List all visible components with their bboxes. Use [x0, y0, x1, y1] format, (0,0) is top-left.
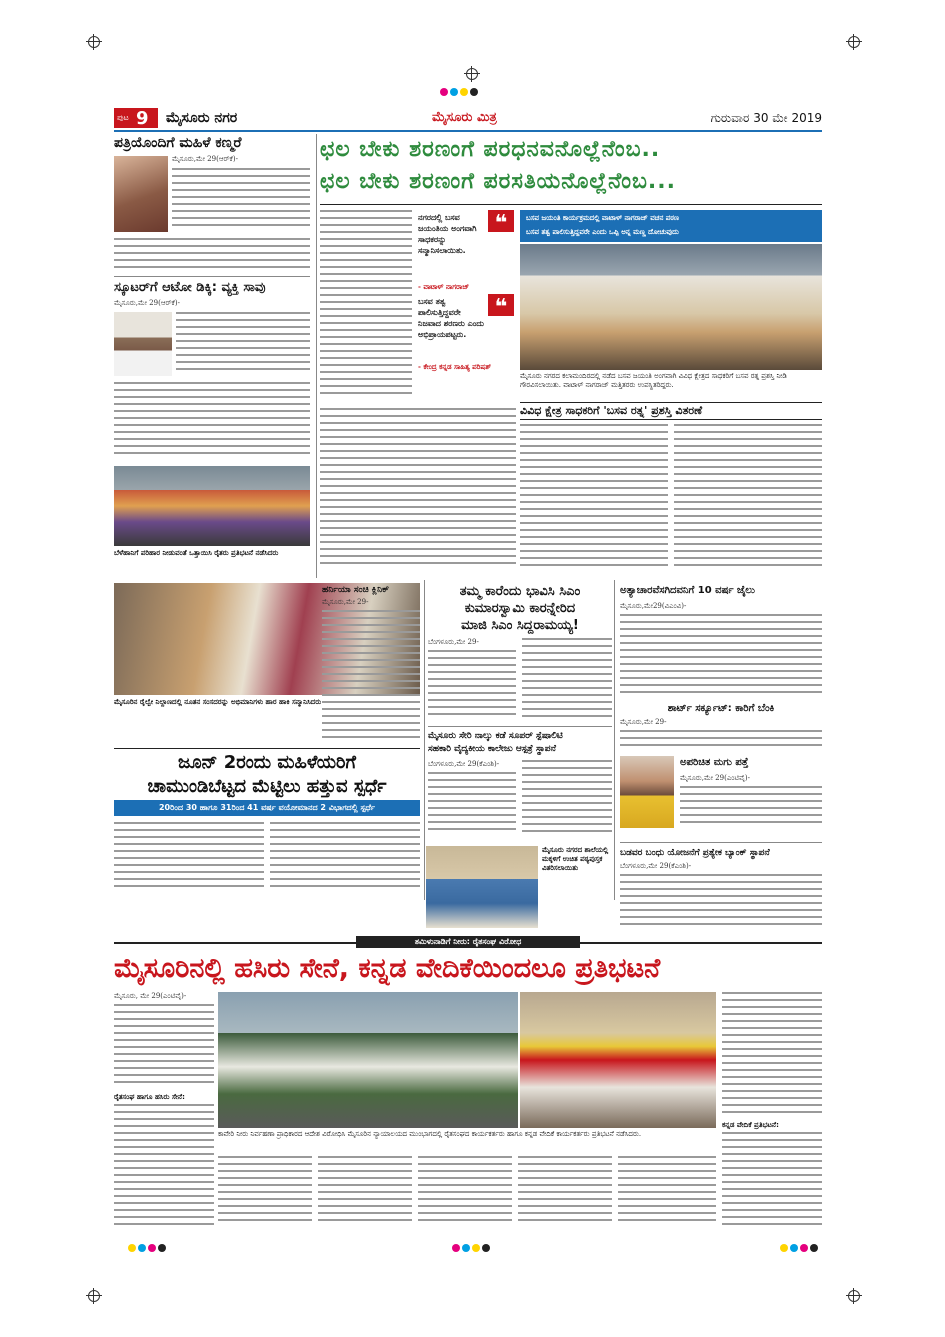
issue-date: ಗುರುವಾರ 30 ಮೇ 2019 — [710, 111, 822, 125]
story-dateline: ಮೈಸೂರು,ಮೇ29(ವಿಎಂವಿ)- — [620, 602, 687, 610]
story-headline: ಕುಮಾರಸ್ವಾಮಿ ಕಾರನ್ನೇರಿದ — [464, 601, 576, 616]
story-body — [218, 1156, 312, 1228]
students-photo — [426, 846, 538, 928]
story-body — [418, 1156, 512, 1228]
story-headline: ಮೈಸೂರಿನಲ್ಲಿ ಹಸಿರು ಸೇನೆ, ಕನ್ನಡ ವೇದಿಕೆಯಿಂದಲೂ ಪ್ರತಿಭಟನೆ — [114, 953, 661, 984]
story-body — [114, 822, 264, 894]
story-body — [428, 772, 516, 838]
story-body — [722, 992, 822, 1116]
story-body — [114, 1004, 214, 1088]
quote-author: - ಕೇಂದ್ರ ಕನ್ನಡ ಸಾಹಿತ್ಯ ಪರಿಷತ್ — [418, 363, 492, 371]
registration-mark — [88, 1290, 100, 1302]
story-body — [270, 822, 420, 894]
story-headline: ತಮ್ಮ ಕಾರೆಂದು ಭಾವಿಸಿ ಸಿಎಂ — [459, 584, 581, 599]
story-body — [620, 730, 822, 752]
story-headline: ಬಡವರ ಬಂಧು ಯೋಜನೆಗೆ ಪ್ರತ್ಯೇಕ ಬ್ಯಾಂಕ್ ಸ್ಥಾಪನೆ — [620, 848, 770, 858]
quote-author: - ವಾಟಾಳ್ ನಾಗರಾಜ್ — [418, 283, 470, 291]
story-headline: ಹರ್ನಿಯಾ ಸಂಚಿ ಕ್ಲಿನಿಕ್ — [322, 585, 390, 595]
page-number: 9 — [136, 108, 149, 129]
section-title: ಮೈಸೂರು ನಗರ — [166, 110, 238, 126]
story-body — [428, 650, 516, 722]
story-body — [114, 238, 310, 274]
pull-quote: ನಗರದಲ್ಲಿ ಬಸವ ಜಯಂತಿಯ ಅಂಗವಾಗಿ ಸಾಧಕರನ್ನು ಸನ್ಮಾನಿಸಲಾಯಿತು. — [418, 213, 477, 255]
quote-mark-icon: ❝ — [488, 210, 514, 232]
story-body — [522, 760, 612, 838]
story-headline: ಸಹಕಾರಿ ವೈದ್ಯಕೀಯ ಕಾಲೇಜು ಆಸ್ಪತ್ರೆ ಸ್ಥಾಪನೆ — [428, 744, 556, 754]
story-body — [320, 210, 412, 400]
registration-mark — [88, 36, 100, 48]
banner-line-1: ಛಲ ಬೇಕು ಶರಣಂಗೆ ಪರಧನವನೊಲ್ಲೆನೆಂಬ.. — [320, 137, 661, 162]
masthead — [114, 108, 822, 132]
story-headline: ಮೈಸೂರು ಸೇರಿ ನಾಲ್ಕು ಕಡೆ ಸೂಪರ್ ಸ್ಪೆಷಾಲಿಟಿ — [428, 731, 563, 741]
story-body — [520, 424, 668, 574]
story-body — [680, 786, 822, 828]
story-body — [518, 1156, 612, 1228]
story-dateline: ಮೈಸೂರು,ಮೇ 29- — [322, 598, 369, 606]
bullet-box — [520, 210, 822, 242]
story-headline: ಅತ್ಯಾಚಾರವೆಸಗಿದವನಿಗೆ 10 ವರ್ಷ ಜೈಲು — [620, 585, 755, 596]
story-kicker: ತಮಿಳುನಾಡಿಗೆ ನೀರು: ರೈತಸಂಘ ವಿರೋಧ — [356, 936, 580, 948]
story-strap: 20ರಿಂದ 30 ಹಾಗೂ 31ರಿಂದ 41 ವರ್ಷ ವಯೋಮಾನದ 2 ವಿಭಾಗದಲ್ಲಿ ಸ್ಪರ್ಧೆ — [114, 800, 420, 816]
registration-mark — [848, 36, 860, 48]
story-body — [322, 610, 420, 744]
story-body — [722, 1132, 822, 1228]
child-photo — [620, 756, 674, 828]
story-dateline: ಮೈಸೂರು,ಮೇ 29(ಆರ್‌ಕೆ)- — [114, 299, 180, 307]
story-headline: ಮಾಜಿ ಸಿಎಂ ಸಿದ್ದರಾಮಯ್ಯ! — [461, 618, 579, 633]
story-headline: ವಿವಿಧ ಕ್ಷೇತ್ರ ಸಾಧಕರಿಗೆ 'ಬಸವ ರತ್ನ' ಪ್ರಶಸ್ತಿ ವಿತರಣೆ — [520, 402, 822, 420]
protest-photo — [114, 466, 310, 546]
story-body — [172, 168, 310, 232]
water-protest-photo-1 — [218, 992, 518, 1128]
story-headline: ಚಾಮುಂಡಿಬೆಟ್ಟದ ಮೆಟ್ಟಿಲು ಹತ್ತುವ ಸ್ಪರ್ಧೆ — [147, 776, 387, 797]
story-body — [320, 408, 516, 574]
story-body — [620, 874, 822, 934]
story-dateline: ಬೆಂಗಳೂರು,ಮೇ 29(ಕೆಎಂಶಿ)- — [620, 862, 692, 870]
story-headline: ಶಾರ್ಟ್ ಸರ್ಕ್ಯೂಟ್: ಕಾರಿಗೆ ಬೆಂಕಿ — [667, 703, 775, 714]
page-number-badge — [114, 108, 158, 128]
kicker-bar — [114, 936, 822, 948]
photo-caption: ಬೆಳೆಹಾನಿಗೆ ಪರಿಹಾರ ನೀಡುವಂತೆ ಒತ್ತಾಯಿಸಿ ರೈತರು ಪ್ರತಿಭಟನೆ ನಡೆಸಿದರು — [114, 549, 279, 557]
story-headline: ಸ್ಕೂಟರ್‌ಗೆ ಆಟೋ ಡಿಕ್ಕಿ: ವ್ಯಕ್ತಿ ಸಾವು — [114, 280, 266, 295]
pull-quote: ಬಸವ ತತ್ವ ಪಾಲಿಸುತ್ತಿದ್ದವರೇ ನಿಜವಾದ ಶರಣರು ಎಂದು ಅಭಿಪ್ರಾಯಪಟ್ಟರು. — [418, 297, 484, 339]
paper-name: ಮೈಸೂರು ಮಿತ್ರ — [432, 110, 497, 125]
story-body — [618, 1156, 716, 1228]
story-dateline: ಬೆಂಗಳೂರು,ಮೇ 29- — [428, 638, 479, 646]
quote-mark-icon: ❝ — [488, 294, 514, 316]
story-headline: ಜೂನ್ 2ರಂದು ಮಹಿಳೆಯರಿಗೆ — [178, 752, 356, 773]
photo-caption: ಮೈಸೂರು ನಗರದ ಶಾಲೆಯಲ್ಲಿ ಮಕ್ಕಳಿಗೆ ಉಚಿತ ಪಠ್ಯಪುಸ್ತಕ ವಿತರಿಸಲಾಯಿತು — [542, 846, 609, 872]
missing-woman-photo — [114, 156, 168, 232]
bullet-item: ಬಸವ ಜಯಂತಿ ಕಾರ್ಯಕ್ರಮದಲ್ಲಿ ವಾಟಾಳ್ ನಾಗರಾಜ್ ವಚನ ಪಠಣ — [526, 214, 679, 222]
sub-headline: ರೈತಸಂಘ ಹಾಗೂ ಹಸಿರು ಸೇನೆ: — [114, 1093, 185, 1101]
page-label: ಪುಟ — [117, 113, 129, 122]
photo-caption: ಕಾವೇರಿ ನೀರು ನಿರ್ವಹಣಾ ಪ್ರಾಧಿಕಾರದ ಆದೇಶ ವಿರೋಧಿಸಿ ಮೈಸೂರಿನ ನ್ಯಾಯಾಲಯದ ಮುಂಭಾಗದಲ್ಲಿ ರೈತಸಂಘದ ಕಾರ್ಯಕರ್ತರು ಹಾಗೂ ಕನ್ನಡ ವೇದಿಕೆ ಕಾರ್ಯಕರ್ತರು ಪ್ರತಿಭಟನೆ ನಡೆಸಿದರು. — [218, 1130, 642, 1138]
story-dateline: ಮೈಸೂರು,ಮೇ 29(ಆರ್‌ಕೆ)- — [172, 155, 238, 163]
story-body — [522, 638, 612, 722]
story-dateline: ಮೈಸೂರು, ಮೇ 29(ಎಂಟಿವೈ)- — [114, 992, 187, 1000]
registration-mark — [466, 68, 478, 80]
registration-mark — [848, 1290, 860, 1302]
story-dateline: ಬೆಂಗಳೂರು,ಮೇ 29(ಕೆಎಂಶಿ)- — [428, 760, 500, 768]
banner-line-2: ಛಲ ಬೇಕು ಶರಣಂಗೆ ಪರಸತಿಯನೊಲ್ಲೆನೆಂಬ... — [320, 169, 676, 194]
story-headline: ಅಪರಿಚಿತ ಮಗು ಪತ್ತೆ — [680, 757, 749, 768]
story-body — [620, 614, 822, 698]
story-body — [674, 424, 822, 574]
story-body — [114, 1104, 214, 1228]
story-dateline: ಮೈಸೂರು,ಮೇ 29- — [620, 718, 667, 726]
story-body — [318, 1156, 412, 1228]
victim-photo — [114, 312, 172, 376]
water-protest-photo-2 — [520, 992, 716, 1128]
sub-headline: ಕನ್ನಡ ವೇದಿಕೆ ಪ್ರತಿಭಟನೆ: — [722, 1121, 779, 1129]
story-body — [176, 312, 310, 376]
photo-caption: ಮೈಸೂರು ನಗರದ ಕಲಾಮಂದಿರದಲ್ಲಿ ನಡೆದ ಬಸವ ಜಯಂತಿ ಅಂಗವಾಗಿ ವಿವಿಧ ಕ್ಷೇತ್ರದ ಸಾಧಕರಿಗೆ ಬಸವ ರತ್ನ ಪ್ರಶಸ್ತಿ ನೀಡಿ ಗೌರವಿಸಲಾಯಿತು. ವಾಟಾಳ್ ನಾಗರಾಜ್ ಮತ್ತಿತರರು ಉಪಸ್ಥಿತರಿದ್ದರು. — [520, 372, 787, 389]
bullet-item: ಬಸವ ತತ್ವ ಪಾಲಿಸುತ್ತಿದ್ದವರೇ ಎಂದು ಒಪ್ಪಿ ಅನ್ನ ಮಣ್ಣ ದೋಚುವುದು — [526, 228, 679, 236]
story-dateline: ಮೈಸೂರು,ಮೇ 29(ಎಂಟಿವೈ)- — [680, 774, 751, 782]
basava-award-photo — [520, 244, 822, 370]
story-body — [114, 382, 310, 460]
photo-caption: ಮೈಸೂರಿನ ರೈಲ್ವೇ ನಿಲ್ದಾಣದಲ್ಲಿ ನೂತನ ಸಂಸದರನ್ನು ಅಭಿಮಾನಿಗಳು ಹಾರ ಹಾಕಿ ಸನ್ಮಾನಿಸಿದರು — [114, 698, 322, 706]
story-headline: ಪತ್ರಿಯೊಂದಿಗೆ ಮಹಿಳೆ ಕಣ್ಮರೆ — [114, 135, 242, 151]
